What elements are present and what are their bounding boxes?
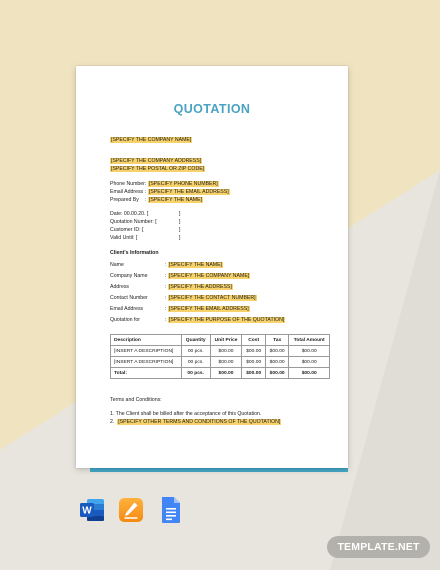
phone-value: [SPECIFY PHONE NUMBER]: [148, 181, 218, 187]
table-header-row: [111, 335, 330, 346]
postal-code: [SPECIFY THE POSTAL OR ZIP CODE]: [111, 166, 205, 172]
client-value: [SPECIFY THE EMAIL ADDRESS]: [168, 306, 249, 312]
email-label: Email Address: [110, 189, 144, 195]
client-label: Address: [110, 284, 130, 290]
client-label: Company Name: [110, 273, 148, 279]
table-header: Total Amount: [289, 335, 330, 346]
table-cell: $00.00: [242, 368, 265, 379]
client-value: [SPECIFY THE COMPANY NAME]: [168, 273, 250, 279]
quotation-number-field: Quotation Number: [: [110, 219, 157, 225]
quotation-sheet: QUOTATION [SPECIFY THE COMPANY NAME] [SPECIFY THE COMPANY ADDRESS] [SPECIFY THE POSTAL OR ZIP CODE] Phone Number : [SPECIFY PHONE NUMBER] Email Address : [SPECIFY THE EMAIL ADDRESS] Prepared By : [SPECIFY THE NAME] Date: 00.00.20. [ ] Quotation Number: [ ] Customer ID: [ ] Valid Until: [ ] Client's Information Name : [SPECIFY THE NAME] Company Name : [SPECIFY THE COMPANY NAME] Address : [SPECIFY THE ADDRESS] Contact Number : [SPECIFY THE CONTACT NUMBER] Email Address : [SPECIFY THE EMAIL ADDRESS] Quotation for : [SPECIFY THE PURPOSE OF THE QUOTATION] Description Quantity Unit Price Cost Tax Total Amount [INSERT A DESCRIPTION] 00 pcs. $00.00 $00.00 $00.00 $00.00 [INSERT A DESCRIPTION] 00 pcs. $00.00 $00.00 $00.00 $00.00 Total: 00 pcs. $00.00 $00.00 $00.00 $00.00 Terms and Conditions: 1. The Client shall be billed after the acceptance of this Quotation. 2. [SPECIFY OTHER TERMS AND CONDITIONS OF THE QUOTATION]: [76, 66, 348, 468]
company-name: [SPECIFY THE COMPANY NAME]: [111, 137, 192, 143]
client-value: [SPECIFY THE ADDRESS]: [168, 284, 232, 290]
terms-heading: Terms and Conditions:: [110, 397, 162, 403]
table-header: Unit Price: [210, 335, 242, 346]
prepared-label: Prepared By: [110, 197, 139, 203]
date-close: ]: [179, 211, 181, 217]
table-row: [111, 346, 330, 357]
table-cell: $00.00: [242, 357, 265, 368]
term-2: [SPECIFY OTHER TERMS AND CONDITIONS OF THE QUOTATION]: [118, 419, 281, 425]
table-header: Quantity: [181, 335, 210, 346]
valid-until-close: ]: [179, 235, 181, 241]
template-net-badge[interactable]: TEMPLATE.NET: [327, 536, 430, 558]
document-title: QUOTATION: [173, 102, 251, 116]
word-app-icon[interactable]: [79, 497, 105, 523]
client-heading: Client's Information: [110, 250, 159, 256]
client-value: [SPECIFY THE PURPOSE OF THE QUOTATION]: [168, 317, 285, 323]
table-cell: $00.00: [265, 346, 288, 357]
client-value: [SPECIFY THE CONTACT NUMBER]: [168, 295, 256, 301]
client-value: [SPECIFY THE NAME]: [168, 262, 223, 268]
term-1: 1. The Client shall be billed after the acceptance of this Quotation.: [110, 411, 262, 417]
table-cell: $00.00: [289, 368, 330, 379]
table-cell: $00.00: [289, 346, 330, 357]
table-cell: [INSERT A DESCRIPTION]: [111, 357, 182, 368]
table-cell: $00.00: [242, 346, 265, 357]
items-table: [110, 334, 330, 379]
email-value: [SPECIFY THE EMAIL ADDRESS]: [148, 189, 229, 195]
table-cell: $00.00: [210, 368, 242, 379]
table-cell: 00 pcs.: [181, 357, 210, 368]
pages-app-icon[interactable]: [118, 497, 144, 523]
customer-id-close: ]: [179, 227, 181, 233]
table-header: Cost: [242, 335, 265, 346]
table-cell: $00.00: [265, 357, 288, 368]
client-label: Contact Number: [110, 295, 148, 301]
table-cell: $00.00: [265, 368, 288, 379]
prepared-value: [SPECIFY THE NAME]: [148, 197, 203, 203]
client-label: Quotation for: [110, 317, 140, 323]
table-header: Description: [111, 335, 182, 346]
table-cell: Total:: [111, 368, 182, 379]
table-row: [111, 357, 330, 368]
word-letter: W: [82, 505, 92, 517]
google-docs-icon[interactable]: [160, 496, 182, 524]
table-header: Tax: [265, 335, 288, 346]
client-label: Email Address: [110, 306, 144, 312]
customer-id-field: Customer ID: [: [110, 227, 144, 233]
table-cell: [INSERT A DESCRIPTION]: [111, 346, 182, 357]
company-address: [SPECIFY THE COMPANY ADDRESS]: [111, 158, 202, 164]
client-label: Name: [110, 262, 124, 268]
valid-until-field: Valid Until: [: [110, 235, 138, 241]
quotation-number-close: ]: [179, 219, 181, 225]
phone-label: Phone Number: [110, 181, 145, 187]
table-cell: 00 pcs.: [181, 368, 210, 379]
date-field: Date: 00.00.20. [: [110, 211, 149, 217]
table-cell: 00 pcs.: [181, 346, 210, 357]
table-cell: $00.00: [210, 346, 242, 357]
term-2-number: 2.: [110, 419, 115, 425]
table-cell: $00.00: [289, 357, 330, 368]
table-cell: $00.00: [210, 357, 242, 368]
table-total-row: [111, 368, 330, 379]
